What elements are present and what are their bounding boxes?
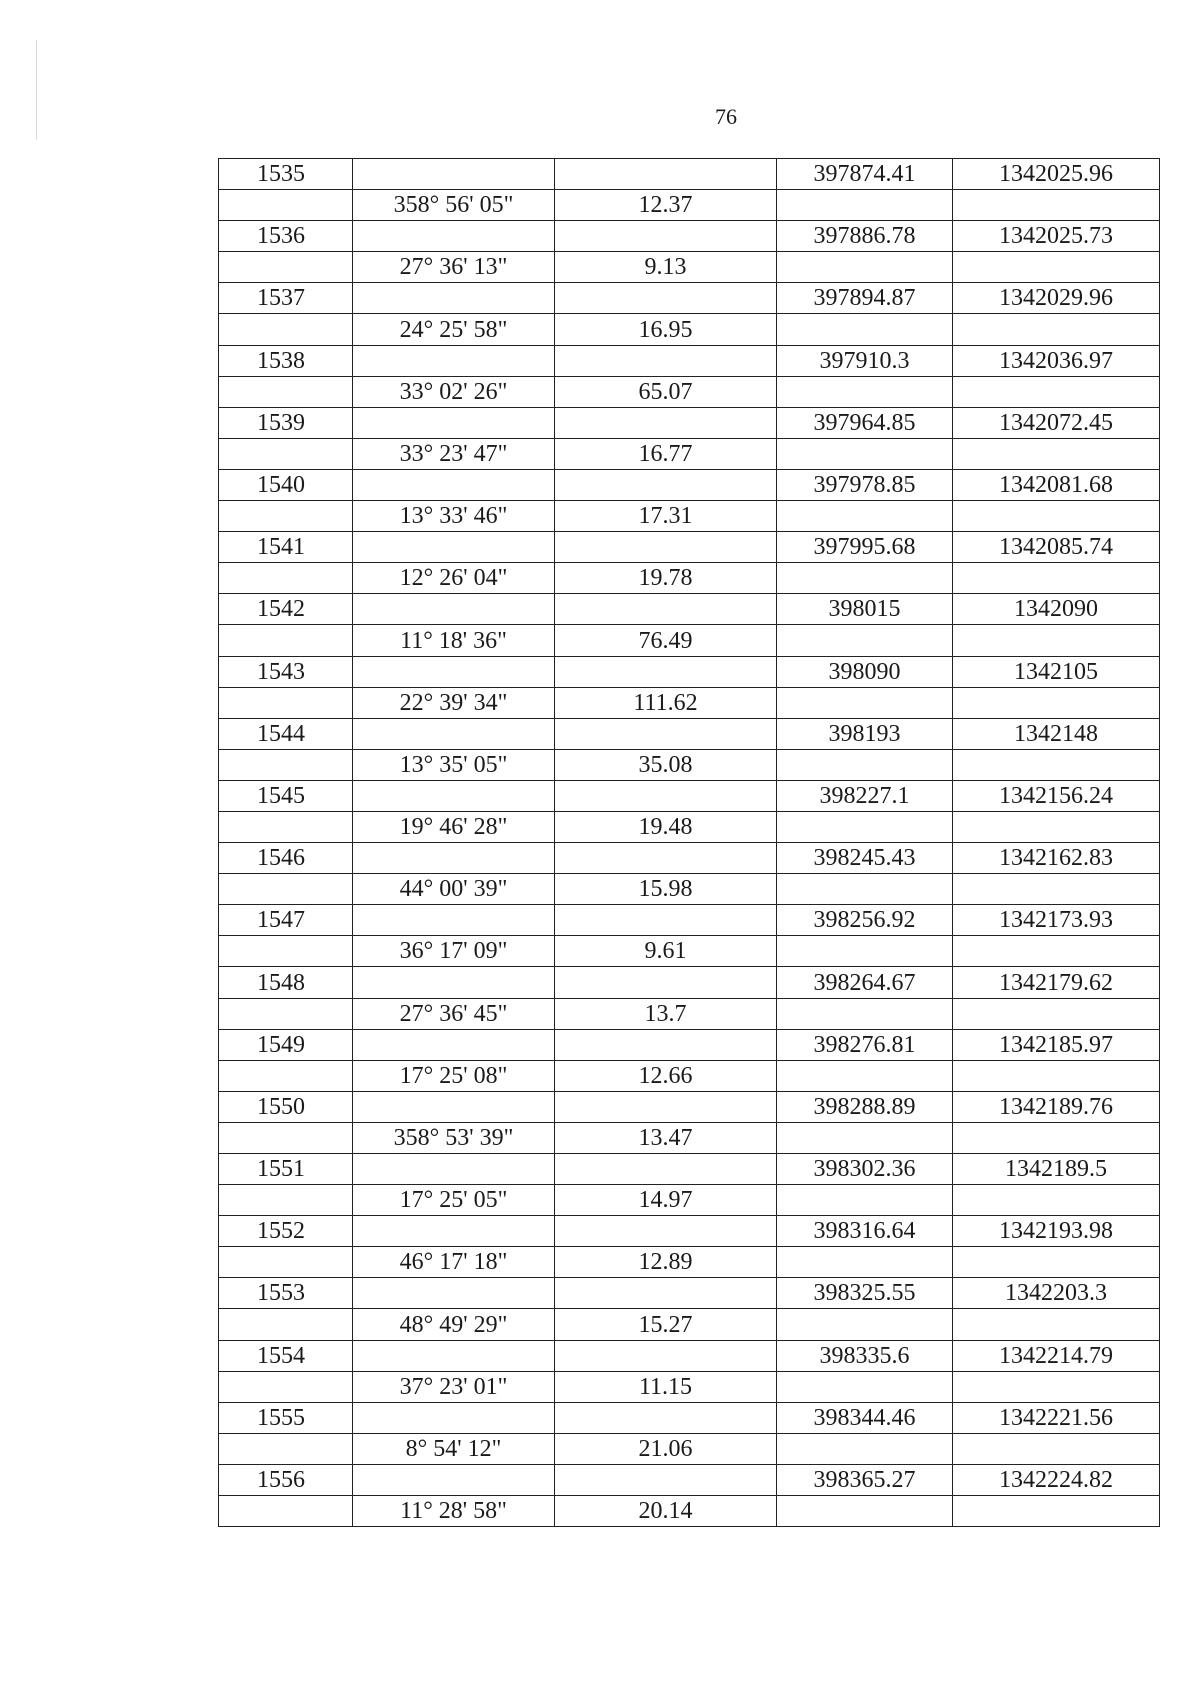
northing-cell: 1342029.96 — [953, 283, 1160, 314]
station-cell — [219, 625, 353, 656]
station-cell: 1545 — [219, 780, 353, 811]
northing-cell — [953, 998, 1160, 1029]
bearing-cell — [353, 1340, 555, 1371]
easting-cell: 397894.87 — [777, 283, 953, 314]
northing-cell: 1342025.96 — [953, 159, 1160, 190]
bearing-cell: 11° 18' 36" — [353, 625, 555, 656]
distance-cell — [555, 905, 777, 936]
station-cell: 1544 — [219, 718, 353, 749]
distance-cell: 13.7 — [555, 998, 777, 1029]
easting-cell — [777, 687, 953, 718]
easting-cell — [777, 1185, 953, 1216]
distance-cell: 12.37 — [555, 190, 777, 221]
bearing-cell — [353, 1091, 555, 1122]
easting-cell — [777, 1496, 953, 1527]
station-cell: 1547 — [219, 905, 353, 936]
northing-cell: 1342162.83 — [953, 843, 1160, 874]
northing-cell — [953, 314, 1160, 345]
distance-cell — [555, 221, 777, 252]
table-row — [219, 221, 1160, 252]
easting-cell: 398245.43 — [777, 843, 953, 874]
easting-cell — [777, 1433, 953, 1464]
northing-cell — [953, 190, 1160, 221]
bearing-cell: 33° 23' 47" — [353, 438, 555, 469]
northing-cell — [953, 501, 1160, 532]
table-row — [219, 874, 1160, 905]
table-row — [219, 159, 1160, 190]
easting-cell: 398227.1 — [777, 780, 953, 811]
distance-cell — [555, 159, 777, 190]
bearing-cell — [353, 967, 555, 998]
distance-cell: 9.13 — [555, 252, 777, 283]
station-cell: 1551 — [219, 1154, 353, 1185]
distance-cell — [555, 718, 777, 749]
easting-cell — [777, 936, 953, 967]
easting-cell: 397978.85 — [777, 469, 953, 500]
distance-cell: 17.31 — [555, 501, 777, 532]
distance-cell: 9.61 — [555, 936, 777, 967]
table-row — [219, 532, 1160, 563]
bearing-cell: 37° 23' 01" — [353, 1371, 555, 1402]
northing-cell — [953, 749, 1160, 780]
bearing-cell — [353, 469, 555, 500]
distance-cell — [555, 1402, 777, 1433]
easting-cell — [777, 1247, 953, 1278]
station-cell: 1539 — [219, 407, 353, 438]
northing-cell: 1342214.79 — [953, 1340, 1160, 1371]
easting-cell — [777, 749, 953, 780]
station-cell — [219, 687, 353, 718]
station-cell — [219, 1496, 353, 1527]
northing-cell: 1342203.3 — [953, 1278, 1160, 1309]
table-row — [219, 407, 1160, 438]
easting-cell — [777, 998, 953, 1029]
easting-cell: 397886.78 — [777, 221, 953, 252]
bearing-cell — [353, 1402, 555, 1433]
distance-cell — [555, 1340, 777, 1371]
easting-cell: 398256.92 — [777, 905, 953, 936]
northing-cell: 1342221.56 — [953, 1402, 1160, 1433]
station-cell: 1550 — [219, 1091, 353, 1122]
bearing-cell: 358° 53' 39" — [353, 1122, 555, 1153]
easting-cell: 398302.36 — [777, 1154, 953, 1185]
northing-cell — [953, 438, 1160, 469]
table-row — [219, 1060, 1160, 1091]
bearing-cell — [353, 1029, 555, 1060]
station-cell — [219, 811, 353, 842]
northing-cell: 1342173.93 — [953, 905, 1160, 936]
station-cell — [219, 314, 353, 345]
station-cell — [219, 1433, 353, 1464]
bearing-cell — [353, 1278, 555, 1309]
station-cell: 1554 — [219, 1340, 353, 1371]
northing-cell: 1342224.82 — [953, 1464, 1160, 1495]
northing-cell: 1342185.97 — [953, 1029, 1160, 1060]
table-row — [219, 1340, 1160, 1371]
bearing-cell — [353, 345, 555, 376]
bearing-cell — [353, 905, 555, 936]
distance-cell — [555, 1216, 777, 1247]
bearing-cell: 33° 02' 26" — [353, 376, 555, 407]
northing-cell: 1342105 — [953, 656, 1160, 687]
easting-cell — [777, 252, 953, 283]
bearing-cell: 8° 54' 12" — [353, 1433, 555, 1464]
bearing-cell: 24° 25' 58" — [353, 314, 555, 345]
bearing-cell: 11° 28' 58" — [353, 1496, 555, 1527]
station-cell — [219, 190, 353, 221]
bearing-cell — [353, 780, 555, 811]
table-row — [219, 501, 1160, 532]
bearing-cell: 27° 36' 45" — [353, 998, 555, 1029]
easting-cell: 398325.55 — [777, 1278, 953, 1309]
distance-cell — [555, 780, 777, 811]
station-cell: 1543 — [219, 656, 353, 687]
bearing-cell — [353, 656, 555, 687]
station-cell: 1538 — [219, 345, 353, 376]
station-cell: 1549 — [219, 1029, 353, 1060]
easting-cell — [777, 1122, 953, 1153]
northing-cell — [953, 687, 1160, 718]
distance-cell: 14.97 — [555, 1185, 777, 1216]
easting-cell — [777, 1371, 953, 1402]
bearing-cell — [353, 283, 555, 314]
northing-cell: 1342189.76 — [953, 1091, 1160, 1122]
station-cell: 1555 — [219, 1402, 353, 1433]
northing-cell — [953, 252, 1160, 283]
table-row — [219, 252, 1160, 283]
table-row — [219, 594, 1160, 625]
table-row — [219, 345, 1160, 376]
northing-cell — [953, 1309, 1160, 1340]
bearing-cell: 19° 46' 28" — [353, 811, 555, 842]
easting-cell: 397874.41 — [777, 159, 953, 190]
table-row — [219, 718, 1160, 749]
bearing-cell — [353, 159, 555, 190]
table-row — [219, 656, 1160, 687]
northing-cell: 1342025.73 — [953, 221, 1160, 252]
table-row — [219, 314, 1160, 345]
station-cell — [219, 936, 353, 967]
easting-cell — [777, 1060, 953, 1091]
easting-cell: 398365.27 — [777, 1464, 953, 1495]
station-cell: 1541 — [219, 532, 353, 563]
northing-cell: 1342179.62 — [953, 967, 1160, 998]
station-cell: 1553 — [219, 1278, 353, 1309]
table-row — [219, 1496, 1160, 1527]
table-row — [219, 749, 1160, 780]
northing-cell: 1342189.5 — [953, 1154, 1160, 1185]
northing-cell — [953, 1496, 1160, 1527]
bearing-cell — [353, 532, 555, 563]
bearing-cell: 13° 35' 05" — [353, 749, 555, 780]
bearing-cell — [353, 843, 555, 874]
station-cell — [219, 438, 353, 469]
table-row — [219, 1091, 1160, 1122]
table-row — [219, 780, 1160, 811]
station-cell — [219, 1247, 353, 1278]
bearing-cell — [353, 1464, 555, 1495]
coordinate-table-body — [219, 159, 1160, 1527]
table-row — [219, 1216, 1160, 1247]
bearing-cell: 17° 25' 08" — [353, 1060, 555, 1091]
distance-cell: 15.27 — [555, 1309, 777, 1340]
table-row — [219, 811, 1160, 842]
bearing-cell: 358° 56' 05" — [353, 190, 555, 221]
easting-cell: 397964.85 — [777, 407, 953, 438]
northing-cell: 1342193.98 — [953, 1216, 1160, 1247]
distance-cell — [555, 1154, 777, 1185]
table-row — [219, 563, 1160, 594]
distance-cell: 15.98 — [555, 874, 777, 905]
station-cell — [219, 874, 353, 905]
station-cell — [219, 998, 353, 1029]
page-number: 76 — [715, 104, 737, 129]
table-row — [219, 469, 1160, 500]
northing-cell — [953, 874, 1160, 905]
bearing-cell — [353, 1216, 555, 1247]
bearing-cell: 13° 33' 46" — [353, 501, 555, 532]
easting-cell: 398344.46 — [777, 1402, 953, 1433]
station-cell: 1548 — [219, 967, 353, 998]
northing-cell — [953, 936, 1160, 967]
northing-cell — [953, 1433, 1160, 1464]
bearing-cell: 22° 39' 34" — [353, 687, 555, 718]
easting-cell — [777, 625, 953, 656]
bearing-cell: 48° 49' 29" — [353, 1309, 555, 1340]
station-cell — [219, 376, 353, 407]
table-row — [219, 998, 1160, 1029]
table-row — [219, 905, 1160, 936]
distance-cell: 35.08 — [555, 749, 777, 780]
distance-cell — [555, 1091, 777, 1122]
easting-cell: 398288.89 — [777, 1091, 953, 1122]
table-row — [219, 283, 1160, 314]
station-cell — [219, 1185, 353, 1216]
bearing-cell — [353, 718, 555, 749]
distance-cell: 12.66 — [555, 1060, 777, 1091]
station-cell: 1535 — [219, 159, 353, 190]
bearing-cell: 27° 36' 13" — [353, 252, 555, 283]
table-row — [219, 1029, 1160, 1060]
distance-cell: 19.48 — [555, 811, 777, 842]
northing-cell — [953, 376, 1160, 407]
distance-cell: 12.89 — [555, 1247, 777, 1278]
northing-cell: 1342036.97 — [953, 345, 1160, 376]
distance-cell — [555, 532, 777, 563]
table-row — [219, 1402, 1160, 1433]
bearing-cell: 46° 17' 18" — [353, 1247, 555, 1278]
easting-cell — [777, 376, 953, 407]
easting-cell: 398276.81 — [777, 1029, 953, 1060]
station-cell — [219, 563, 353, 594]
easting-cell: 397995.68 — [777, 532, 953, 563]
distance-cell — [555, 469, 777, 500]
easting-cell — [777, 811, 953, 842]
station-cell — [219, 1122, 353, 1153]
distance-cell — [555, 1029, 777, 1060]
station-cell: 1537 — [219, 283, 353, 314]
station-cell — [219, 1309, 353, 1340]
station-cell — [219, 1060, 353, 1091]
station-cell: 1546 — [219, 843, 353, 874]
northing-cell — [953, 563, 1160, 594]
distance-cell: 11.15 — [555, 1371, 777, 1402]
easting-cell: 398316.64 — [777, 1216, 953, 1247]
table-row — [219, 1278, 1160, 1309]
northing-cell: 1342085.74 — [953, 532, 1160, 563]
distance-cell — [555, 283, 777, 314]
table-row — [219, 438, 1160, 469]
distance-cell — [555, 843, 777, 874]
easting-cell: 398193 — [777, 718, 953, 749]
easting-cell: 398335.6 — [777, 1340, 953, 1371]
distance-cell: 65.07 — [555, 376, 777, 407]
northing-cell — [953, 1247, 1160, 1278]
distance-cell — [555, 967, 777, 998]
distance-cell: 21.06 — [555, 1433, 777, 1464]
distance-cell: 19.78 — [555, 563, 777, 594]
table-row — [219, 625, 1160, 656]
distance-cell: 111.62 — [555, 687, 777, 718]
station-cell: 1540 — [219, 469, 353, 500]
bearing-cell — [353, 1154, 555, 1185]
table-row — [219, 1309, 1160, 1340]
distance-cell: 16.77 — [555, 438, 777, 469]
northing-cell: 1342081.68 — [953, 469, 1160, 500]
easting-cell — [777, 190, 953, 221]
station-cell — [219, 1371, 353, 1402]
northing-cell — [953, 1185, 1160, 1216]
easting-cell: 398090 — [777, 656, 953, 687]
table-row — [219, 687, 1160, 718]
distance-cell: 20.14 — [555, 1496, 777, 1527]
northing-cell: 1342148 — [953, 718, 1160, 749]
bearing-cell: 36° 17' 09" — [353, 936, 555, 967]
station-cell — [219, 252, 353, 283]
table-row — [219, 843, 1160, 874]
easting-cell — [777, 501, 953, 532]
table-row — [219, 967, 1160, 998]
distance-cell — [555, 1464, 777, 1495]
distance-cell — [555, 594, 777, 625]
table-row — [219, 1185, 1160, 1216]
bearing-cell: 44° 00' 39" — [353, 874, 555, 905]
easting-cell — [777, 1309, 953, 1340]
northing-cell — [953, 625, 1160, 656]
northing-cell: 1342072.45 — [953, 407, 1160, 438]
northing-cell: 1342156.24 — [953, 780, 1160, 811]
northing-cell — [953, 1371, 1160, 1402]
coordinate-table — [218, 158, 1160, 1527]
bearing-cell — [353, 221, 555, 252]
station-cell: 1552 — [219, 1216, 353, 1247]
bearing-cell: 17° 25' 05" — [353, 1185, 555, 1216]
table-row — [219, 1464, 1160, 1495]
table-row — [219, 936, 1160, 967]
northing-cell: 1342090 — [953, 594, 1160, 625]
bearing-cell: 12° 26' 04" — [353, 563, 555, 594]
table-row — [219, 1371, 1160, 1402]
easting-cell — [777, 874, 953, 905]
station-cell — [219, 749, 353, 780]
northing-cell — [953, 1122, 1160, 1153]
distance-cell — [555, 407, 777, 438]
table-row — [219, 376, 1160, 407]
distance-cell — [555, 1278, 777, 1309]
distance-cell: 76.49 — [555, 625, 777, 656]
table-row — [219, 1122, 1160, 1153]
bearing-cell — [353, 594, 555, 625]
distance-cell: 13.47 — [555, 1122, 777, 1153]
table-row — [219, 1433, 1160, 1464]
station-cell — [219, 501, 353, 532]
northing-cell — [953, 1060, 1160, 1091]
easting-cell — [777, 438, 953, 469]
easting-cell: 398264.67 — [777, 967, 953, 998]
distance-cell — [555, 345, 777, 376]
easting-cell: 398015 — [777, 594, 953, 625]
easting-cell — [777, 563, 953, 594]
northing-cell — [953, 811, 1160, 842]
easting-cell — [777, 314, 953, 345]
station-cell: 1542 — [219, 594, 353, 625]
table-row — [219, 1154, 1160, 1185]
station-cell: 1536 — [219, 221, 353, 252]
table-row — [219, 1247, 1160, 1278]
distance-cell — [555, 656, 777, 687]
table-row — [219, 190, 1160, 221]
bearing-cell — [353, 407, 555, 438]
easting-cell: 397910.3 — [777, 345, 953, 376]
station-cell: 1556 — [219, 1464, 353, 1495]
distance-cell: 16.95 — [555, 314, 777, 345]
